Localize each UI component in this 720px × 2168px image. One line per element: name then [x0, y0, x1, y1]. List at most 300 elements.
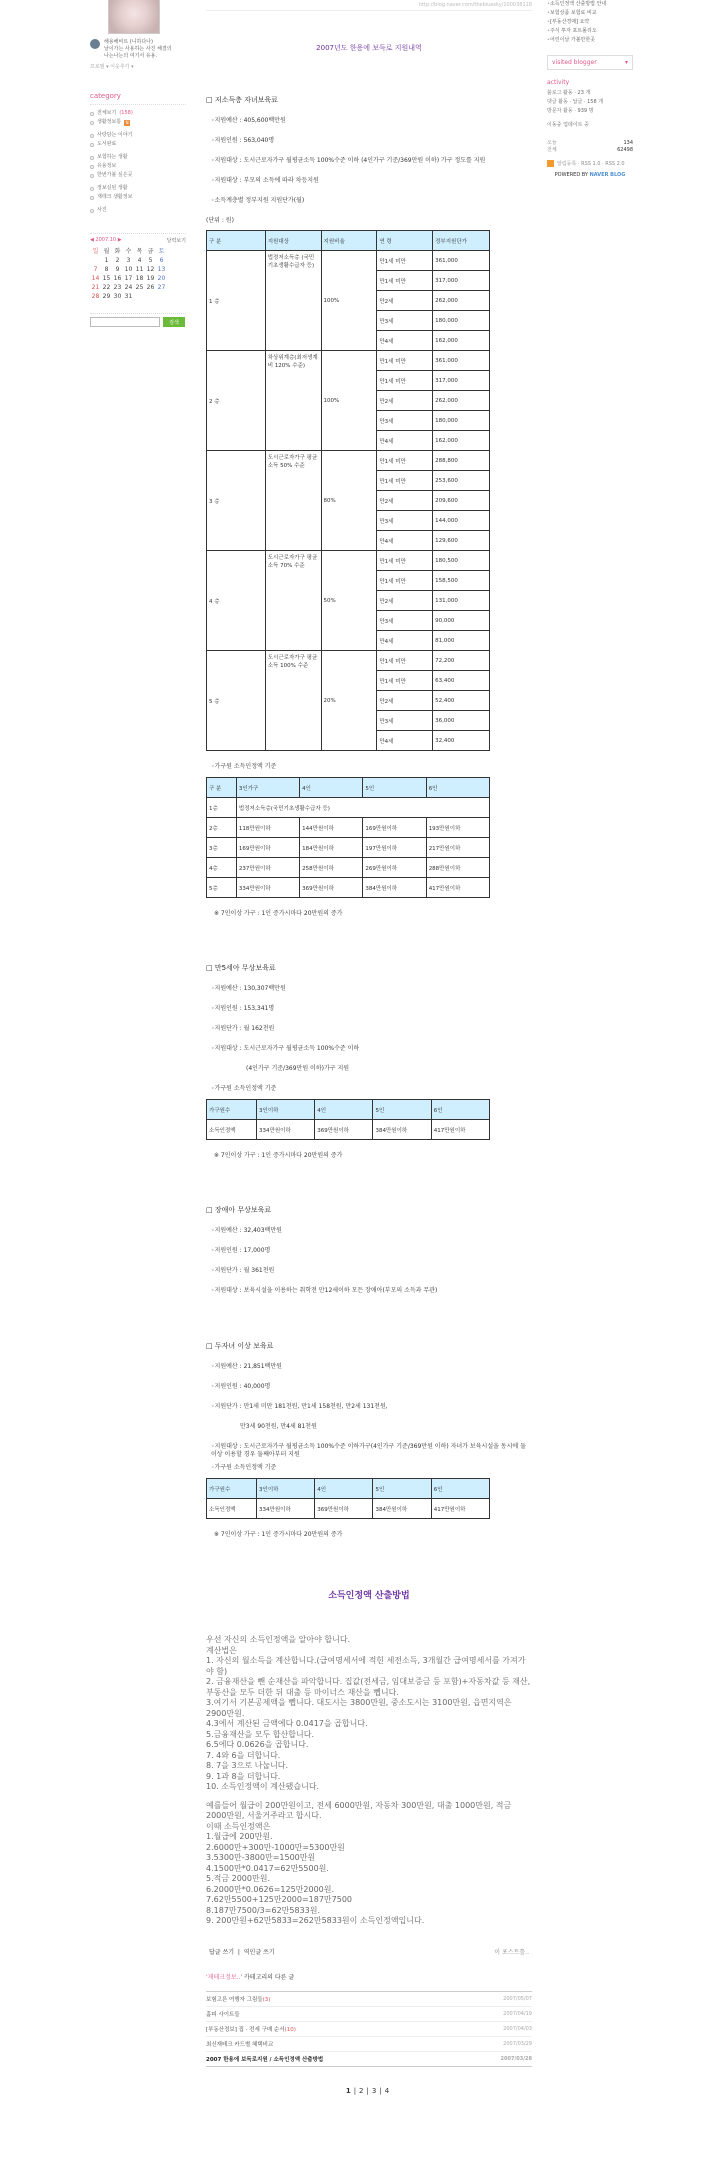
info-item: ◦ 지원인원 : 563,040명 — [206, 137, 532, 145]
example-line: 9. 200만원+62만5833=262만5833원이 소득인정액입니다. — [206, 1916, 425, 1925]
section-heading: □ 만5세아 무상보육료 — [206, 964, 276, 972]
income-standard-table — [206, 1478, 490, 1519]
amount-cell: 162,000 — [433, 431, 490, 451]
table-cell: 384만원이하 — [373, 1120, 431, 1140]
table-header: 6인 — [431, 1100, 489, 1120]
method-line: 10. 소득인정액이 계산됐습니다. — [206, 1782, 320, 1791]
category-item[interactable] — [90, 153, 186, 162]
table-row — [207, 878, 490, 898]
calendar-day[interactable]: 6 — [159, 257, 164, 264]
table-cell: 193만원이하 — [426, 818, 489, 838]
table-cell: 197만원이하 — [363, 838, 426, 858]
activity-line: 블로그 활동 · 23 개 — [547, 90, 591, 96]
age-cell: 만4세 — [377, 331, 433, 351]
related-post-title[interactable] — [206, 2055, 323, 2063]
age-cell: 만1세 미만 — [377, 651, 433, 671]
table-cell: 369만원이하 — [315, 1120, 373, 1140]
target-cell: 도시근로자가구 평균소득 100% 수준 — [265, 651, 321, 751]
target-cell: 법정저소득층 (국민기초생활수급자 등) — [265, 251, 321, 351]
calendar-day[interactable]: 5 — [148, 257, 153, 264]
age-cell: 만4세 — [377, 531, 433, 551]
amount-cell: 131,000 — [433, 591, 490, 611]
table-cell: 384만원이하 — [363, 878, 426, 898]
amount-cell: 32,400 — [433, 731, 490, 751]
table-cell: 소득인정액 — [207, 1120, 257, 1140]
calendar-day[interactable]: 30 — [113, 293, 122, 300]
table-header: 지원대상 — [265, 231, 321, 251]
age-cell: 만3세 — [377, 511, 433, 531]
bullet-icon — [90, 156, 94, 160]
age-cell: 만2세 — [377, 491, 433, 511]
related-date: 2007/04/19 — [503, 2010, 532, 2017]
page-link[interactable]: 2 — [359, 2086, 367, 2095]
table-cell: 4층 — [207, 858, 237, 878]
amount-cell: 63,400 — [433, 671, 490, 691]
info-item: ◦ 지원대상 : 부모의 소득에 따라 차등지원 — [206, 177, 532, 185]
amount-cell: 262,000 — [433, 291, 490, 311]
table-row — [207, 798, 490, 818]
table-cell: 369만원이하 — [300, 878, 363, 898]
table-row — [207, 651, 490, 671]
comment-link[interactable]: 답글 쓰기 — [209, 1948, 235, 1956]
calendar-day[interactable]: 13 — [157, 266, 166, 273]
category-label[interactable]: 재테크 생활정보 — [97, 194, 133, 200]
table-header: 6인 — [431, 1479, 489, 1499]
bullet-icon — [90, 209, 94, 213]
page-link[interactable]: 3 — [371, 2086, 380, 2095]
age-cell: 만3세 — [377, 411, 433, 431]
comment-count: (10) — [284, 2026, 296, 2033]
method-line: 8. 7을 3으로 나눕니다. — [206, 1761, 289, 1770]
info-item: ◦ 지원대상 : 도시근로자가구 월평균소득 100%수준 이하가구(4인가구 기준/369만원 이하) 자녀가 보육시설을 동시에 둘 이상 이용할 경우 둘째아부터 지원 — [206, 1443, 532, 1459]
recent-posts-list — [547, 0, 633, 45]
category-label[interactable]: 보험하는 생활 — [97, 154, 128, 160]
ratio-cell: 20% — [321, 651, 377, 751]
activity-note: 이동중 업데이트 중 — [547, 122, 589, 128]
calendar-day[interactable]: 9 — [115, 266, 120, 273]
recent-post-link[interactable]: • 보험상품 보험료 비교 — [547, 9, 633, 18]
search-input[interactable] — [90, 317, 160, 327]
page-link[interactable]: 1 — [345, 2086, 354, 2095]
calendar-day[interactable]: 25 — [135, 284, 144, 291]
table-cell: 369만원이하 — [315, 1499, 373, 1519]
calendar-weekday: 수 — [125, 248, 132, 255]
table-cell: 258만원이하 — [300, 858, 363, 878]
comment-count: (3) — [262, 1996, 271, 2003]
table-header: 6인 — [426, 778, 489, 798]
right-sidebar — [547, 0, 633, 178]
related-post-title[interactable] — [206, 2025, 296, 2033]
calendar-day — [134, 292, 145, 301]
ratio-cell: 100% — [321, 251, 377, 351]
category-item[interactable] — [90, 184, 186, 193]
category-title: category — [90, 92, 186, 105]
age-cell: 만2세 — [377, 391, 433, 411]
calendar-day[interactable]: 24 — [124, 284, 133, 291]
table-header: 4인 — [315, 1100, 373, 1120]
age-cell: 만1세 미만 — [377, 271, 433, 291]
table-cell: 169만원이하 — [363, 818, 426, 838]
related-list — [206, 1991, 532, 2067]
calendar-day[interactable]: 3 — [126, 257, 131, 264]
example-line: 1.월급에 200만원. — [206, 1832, 273, 1841]
calendar-day[interactable]: 1 — [104, 257, 109, 264]
chevron-down-icon: ▾ — [624, 59, 628, 66]
method-example — [206, 1801, 532, 1927]
table-cell: 269만원이하 — [363, 858, 426, 878]
table-cell: 334만원이하 — [236, 878, 299, 898]
category-item[interactable] — [90, 109, 186, 118]
post-menu[interactable]: 이 포스트를.. — [494, 1948, 529, 1956]
amount-cell: 361,000 — [433, 351, 490, 371]
table-cell: 417만원이하 — [426, 878, 489, 898]
calendar-day[interactable]: 19 — [146, 275, 155, 282]
tier-cell: 2 층 — [207, 351, 266, 451]
related-row[interactable] — [206, 2022, 532, 2037]
post-content — [206, 0, 532, 2095]
age-cell: 만4세 — [377, 431, 433, 451]
recent-post-link[interactable]: • 어린이날 가볼만한곳 — [547, 36, 633, 45]
stat-total: 전체 62498 — [547, 147, 633, 153]
profile-photo[interactable] — [108, 0, 160, 34]
table-header: 정부지원단가 — [433, 231, 490, 251]
pager-separator: | — [366, 2086, 372, 2095]
activity-title: activity — [547, 79, 570, 86]
table-row — [207, 551, 490, 571]
example-line: 4.1500만*0.0417=62만5500원. — [206, 1863, 329, 1873]
profile-text — [104, 39, 172, 60]
info-item: ◦ 지원인원 : 17,000명 — [206, 1247, 532, 1255]
table-cell: 3층 — [207, 838, 237, 858]
table-header: 3인이하 — [257, 1100, 315, 1120]
age-cell: 만4세 — [377, 731, 433, 751]
related-title-text: 2007 한용에 보득로지원 / 소득인정액 산출방법 — [206, 2056, 324, 2063]
trackback-link[interactable]: 역인글 쓰기 — [243, 1948, 275, 1956]
amount-cell: 180,500 — [433, 551, 490, 571]
example-line: 7.62만5500+125만2000=187만7500 — [206, 1895, 353, 1904]
recent-post-link[interactable]: • [부동산경매] 요약 — [547, 18, 633, 27]
standard-label: ◦ 가구원 소득인정액 기준 — [206, 763, 532, 771]
table-row — [207, 251, 490, 271]
rss-icon — [547, 160, 554, 167]
age-cell: 만3세 — [377, 711, 433, 731]
example-line: 3.5300만-3800만=1500만원 — [206, 1853, 316, 1862]
pagination — [206, 2087, 532, 2095]
calendar-grid — [90, 247, 186, 301]
stat-today: 오늘 134 — [547, 140, 633, 146]
table-cell: 2층 — [207, 818, 237, 838]
table-cell: 334만원이하 — [257, 1120, 315, 1140]
calendar-day[interactable]: 4 — [137, 257, 142, 264]
calendar-day[interactable]: 8 — [104, 266, 109, 273]
table-row — [207, 838, 490, 858]
category-label[interactable]: 전체보기 — [97, 110, 117, 116]
category-list — [90, 109, 186, 215]
age-cell: 만4세 — [377, 631, 433, 651]
calendar-day[interactable]: 2 — [115, 257, 120, 264]
method-line: 3.여기서 기본공제액을 뺍니다. 대도시는 3800만원, 중소도시는 3100만원, 읍면지역은 2900만원. — [206, 1698, 512, 1718]
info-item: ◦ 지원단가 : 만1세 미만 181천원, 만1세 158천원, 만2세 131천원, — [206, 1403, 532, 1411]
target-cell: 도시근로자가구 평균소득 70% 수준 — [265, 551, 321, 651]
age-cell: 만1세 미만 — [377, 251, 433, 271]
related-row[interactable] — [206, 1992, 532, 2007]
related-category[interactable]: '재테크정보..' — [206, 1973, 243, 1981]
table-cell: 217만원이하 — [426, 838, 489, 858]
section-heading: □ 두자녀 이상 보육료 — [206, 1342, 274, 1350]
method-line: 우선 자신의 소득인정액을 알아야 합니다. — [206, 1635, 351, 1644]
amount-cell: 317,000 — [433, 371, 490, 391]
calendar-day[interactable]: 29 — [102, 293, 111, 300]
income-standard-table — [206, 1099, 490, 1140]
amount-cell: 180,000 — [433, 311, 490, 331]
calendar-weekday: 화 — [114, 248, 121, 255]
activity-lines — [547, 89, 633, 130]
visited-blogger-title: visited blogger — [552, 59, 597, 66]
age-cell: 만3세 — [377, 311, 433, 331]
calendar-weekday: 월 — [103, 248, 110, 255]
table-cell: 1층 — [207, 798, 237, 818]
table-cell: 118만원이하 — [236, 818, 299, 838]
amount-cell: 129,600 — [433, 531, 490, 551]
related-title-text: 보험고른 여행자 그림들 — [206, 1996, 263, 2003]
category-label[interactable]: 도서완료 — [97, 141, 117, 147]
age-cell: 만1세 미만 — [377, 551, 433, 571]
visited-blogger-box[interactable] — [547, 55, 633, 70]
recent-post-link[interactable]: • 소득인정액 산출방법 안내 — [547, 0, 633, 9]
bullet-icon — [90, 121, 94, 125]
tier-cell: 3 층 — [207, 451, 266, 551]
calendar-day[interactable]: 20 — [157, 275, 166, 282]
table-header: 3인이하 — [257, 1479, 315, 1499]
bullet-icon — [90, 196, 94, 200]
related-post-title[interactable] — [206, 2010, 240, 2018]
category-label[interactable]: 정보실된 생활 — [97, 185, 128, 191]
calendar-day[interactable]: 10 — [124, 266, 133, 273]
table-header: 가구원수 — [207, 1479, 257, 1499]
recent-post-link[interactable]: • 주식 투자 포트폴리오 — [547, 27, 633, 36]
info-item: ◦ 지원대상 : 도시근로자가구 월평균소득 100%수준 이하 — [206, 1045, 532, 1053]
category-item[interactable] — [90, 140, 186, 149]
age-cell: 만2세 — [377, 591, 433, 611]
bullet-icon — [90, 187, 94, 191]
info-item-cont: 만3세 90천원, 만4세 81천원 — [240, 1423, 317, 1430]
table-header: 4인 — [315, 1479, 373, 1499]
calendar-weekday: 목 — [136, 248, 143, 255]
calendar — [90, 233, 186, 301]
amount-cell: 317,000 — [433, 271, 490, 291]
category-item[interactable] — [90, 171, 186, 180]
table-header: 구 분 — [207, 231, 266, 251]
calendar-day[interactable]: 16 — [113, 275, 122, 282]
amount-cell: 158,500 — [433, 571, 490, 591]
amount-cell: 162,000 — [433, 331, 490, 351]
search-button[interactable]: 검색 — [163, 317, 185, 327]
calendar-day[interactable]: 12 — [146, 266, 155, 273]
profile-line: 날이가는 사용하는 사진 해결의 — [104, 46, 172, 52]
info-item: ◦ 지원예산 : 32,403백만원 — [206, 1227, 532, 1235]
example-line: 예를들어 월급이 200만원이고, 전세 6000만원, 자동차 300만원, 대출 1000만원, 적금 2000만원, 서울거주라고 합시다. — [206, 1800, 512, 1820]
ratio-cell: 80% — [321, 451, 377, 551]
section-heading: □ 장애아 무상보육료 — [206, 1206, 272, 1214]
rss-links[interactable] — [547, 160, 633, 167]
activity-line: 방문자 활동 · 939 명 — [547, 108, 594, 114]
calendar-day[interactable]: 27 — [157, 284, 166, 291]
age-cell: 만1세 미만 — [377, 351, 433, 371]
target-cell: 차상위계층(최저생계비 120% 수준) — [265, 351, 321, 451]
profile-line: 나는나는의 여기서 유용. — [104, 53, 158, 59]
age-cell: 만3세 — [377, 611, 433, 631]
calendar-day[interactable]: 7 — [93, 266, 98, 273]
calendar-weekday: 일 — [92, 248, 99, 255]
left-sidebar — [90, 0, 186, 327]
table-cell: 184만원이하 — [300, 838, 363, 858]
table-cell: 334만원이하 — [257, 1499, 315, 1519]
related-date: 2007/03/29 — [503, 2040, 532, 2047]
calendar-weekday: 토 — [158, 248, 165, 255]
info-item: ◦ 지원대상 : 보육시설을 이용하는 취학전 만12세이하 모든 장애아(부모의 소득과 무관) — [206, 1287, 532, 1295]
bullet-icon — [90, 174, 94, 178]
amount-cell: 288,800 — [433, 451, 490, 471]
method-line: 6.5에다 0.0626을 곱합니다. — [206, 1740, 309, 1749]
table-cell: 5층 — [207, 878, 237, 898]
calendar-day — [90, 256, 101, 265]
ratio-cell: 100% — [321, 351, 377, 451]
calendar-day[interactable]: 18 — [135, 275, 144, 282]
info-item: ◦ 지원인원 : 40,000명 — [206, 1383, 532, 1391]
method-line: 7. 4와 6을 더합니다. — [206, 1750, 281, 1760]
footnote: ※ 7인이상 가구 : 1인 증가시마다 20만원의 증가 — [214, 910, 343, 917]
age-cell: 만1세 미만 — [377, 451, 433, 471]
category-label[interactable]: 유용정보 — [97, 163, 117, 169]
standard-label: ◦ 가구원 소득인정액 기준 — [206, 1085, 532, 1093]
category-item[interactable] — [90, 193, 186, 202]
calendar-day — [156, 292, 167, 301]
table-header: 5인 — [373, 1100, 431, 1120]
related-post-title[interactable] — [206, 2040, 273, 2048]
table-row — [207, 351, 490, 371]
method-line: 1. 자신의 월소득을 계산합니다.(급여명세서에 적힌 세전소득, 3개월간 급여명세서를 가져가야 함) — [206, 1656, 526, 1676]
profile-block — [90, 39, 186, 60]
related-title: '재테크정보..' 카테고리의 다른 글 — [206, 1973, 295, 1981]
visitor-stats — [547, 140, 633, 154]
calendar-month-nav[interactable]: ◀ 2007.10 ▶ — [90, 237, 122, 243]
table-header: 지원비율 — [321, 231, 377, 251]
table-cell: 소득인정액 — [207, 1499, 257, 1519]
calendar-day[interactable]: 21 — [91, 284, 100, 291]
tier-cell: 4 층 — [207, 551, 266, 651]
category-count: (158) — [119, 110, 133, 116]
rss-text[interactable]: 알림등록 · RSS 1.0 · RSS 2.0 — [557, 161, 625, 167]
calendar-day[interactable]: 15 — [102, 275, 111, 282]
category-label[interactable]: 한번가볼 싶은곳 — [97, 172, 133, 178]
calendar-day[interactable]: 23 — [113, 284, 122, 291]
category-item[interactable] — [90, 206, 186, 215]
target-cell: 도시근로자가구 평균소득 50% 수준 — [265, 451, 321, 551]
calendar-day[interactable]: 11 — [135, 266, 144, 273]
table-header: 연 령 — [377, 231, 433, 251]
section-heading: □ 저소득층 자녀보육료 — [206, 96, 278, 104]
amount-cell: 81,000 — [433, 631, 490, 651]
related-title-text: 최신재테크 카드별 혜택비교 — [206, 2041, 274, 2048]
related-row[interactable] — [206, 2037, 532, 2052]
table-cell: 417만원이하 — [431, 1120, 489, 1140]
info-item-cont: (4인가구 기준/369만원 이하)가구 지원 — [246, 1065, 350, 1072]
related-post-title[interactable] — [206, 1995, 270, 2003]
related-row[interactable] — [206, 2007, 532, 2022]
table-cell: 384만원이하 — [373, 1499, 431, 1519]
ratio-cell: 50% — [321, 551, 377, 651]
calendar-day[interactable]: 28 — [91, 293, 100, 300]
calendar-day — [145, 292, 156, 301]
category-item[interactable] — [90, 162, 186, 171]
example-line: 이때 소득인정액은 — [206, 1821, 271, 1831]
amount-cell: 180,000 — [433, 411, 490, 431]
amount-cell: 253,600 — [433, 471, 490, 491]
table-row — [207, 451, 490, 471]
profile-icon — [90, 39, 100, 49]
age-cell: 만1세 미만 — [377, 471, 433, 491]
post-url[interactable]: http://blog.naver.com/thebluesky/100038118 — [206, 0, 532, 11]
category-item[interactable] — [90, 131, 186, 140]
income-standard-table — [206, 777, 490, 898]
table-row — [207, 858, 490, 878]
profile-line: 해용해비트 (니하다나) — [104, 39, 153, 45]
category-label[interactable]: 생활정보통 — [97, 119, 122, 125]
powered-prefix: POWERED BY — [554, 172, 588, 178]
search-bar — [90, 313, 186, 327]
calendar-day[interactable]: 14 — [91, 275, 100, 282]
related-title-text: [부동산정보] 집 · 전세 구매 순서 — [206, 2026, 285, 2033]
example-line: 5.적금 2000만원. — [206, 1874, 270, 1883]
tier-cell: 1 층 — [207, 251, 266, 351]
calendar-weekday: 금 — [147, 248, 154, 255]
pager-separator: | — [379, 2086, 385, 2095]
calendar-day[interactable]: 31 — [124, 293, 133, 300]
amount-cell: 209,600 — [433, 491, 490, 511]
calendar-day[interactable]: 22 — [102, 284, 111, 291]
naver-blog-logo: NAVER BLOG — [589, 172, 626, 178]
category-label[interactable]: 사랑담는 이야기 — [97, 132, 133, 138]
calendar-day[interactable]: 17 — [124, 275, 133, 282]
amount-cell: 144,000 — [433, 511, 490, 531]
page-link[interactable]: 4 — [384, 2086, 393, 2095]
related-row[interactable] — [206, 2052, 532, 2067]
category-label[interactable]: 사진 — [97, 207, 107, 213]
unit-label: (단위 : 원) — [206, 217, 234, 224]
related-date: 2007/04/03 — [503, 2025, 532, 2032]
amount-cell: 52,400 — [433, 691, 490, 711]
example-line: 2.6000만+300만-1000만=5300만원 — [206, 1842, 345, 1852]
method-line: 9. 1과 8을 더합니다. — [206, 1771, 281, 1781]
calendar-day[interactable]: 26 — [146, 284, 155, 291]
table-header: 5인 — [363, 778, 426, 798]
table-cell: 144만원이하 — [300, 818, 363, 838]
age-cell: 만2세 — [377, 691, 433, 711]
footnote: ※ 7인이상 가구 : 1인 증가시마다 20만원의 증가 — [214, 1152, 343, 1159]
category-item[interactable] — [90, 118, 186, 127]
tier-cell: 5 층 — [207, 651, 266, 751]
example-line: 6.2000만*0.0626=125만2000원. — [206, 1884, 335, 1894]
bullet-icon — [90, 112, 94, 116]
pager-separator: | — [353, 2086, 360, 2095]
calendar-view-link[interactable]: 달력보기 — [166, 238, 186, 244]
table-header: 3인가구 — [236, 778, 299, 798]
table-header: 4인 — [300, 778, 363, 798]
table-cell: 288만원이하 — [426, 858, 489, 878]
profile-links[interactable]: 프로필 ▾ 이웃추가 ▾ — [90, 64, 134, 70]
bullet-icon — [90, 143, 94, 147]
info-item: ◦ 소득계층별 정부지원 지원단가(월) — [206, 197, 532, 205]
